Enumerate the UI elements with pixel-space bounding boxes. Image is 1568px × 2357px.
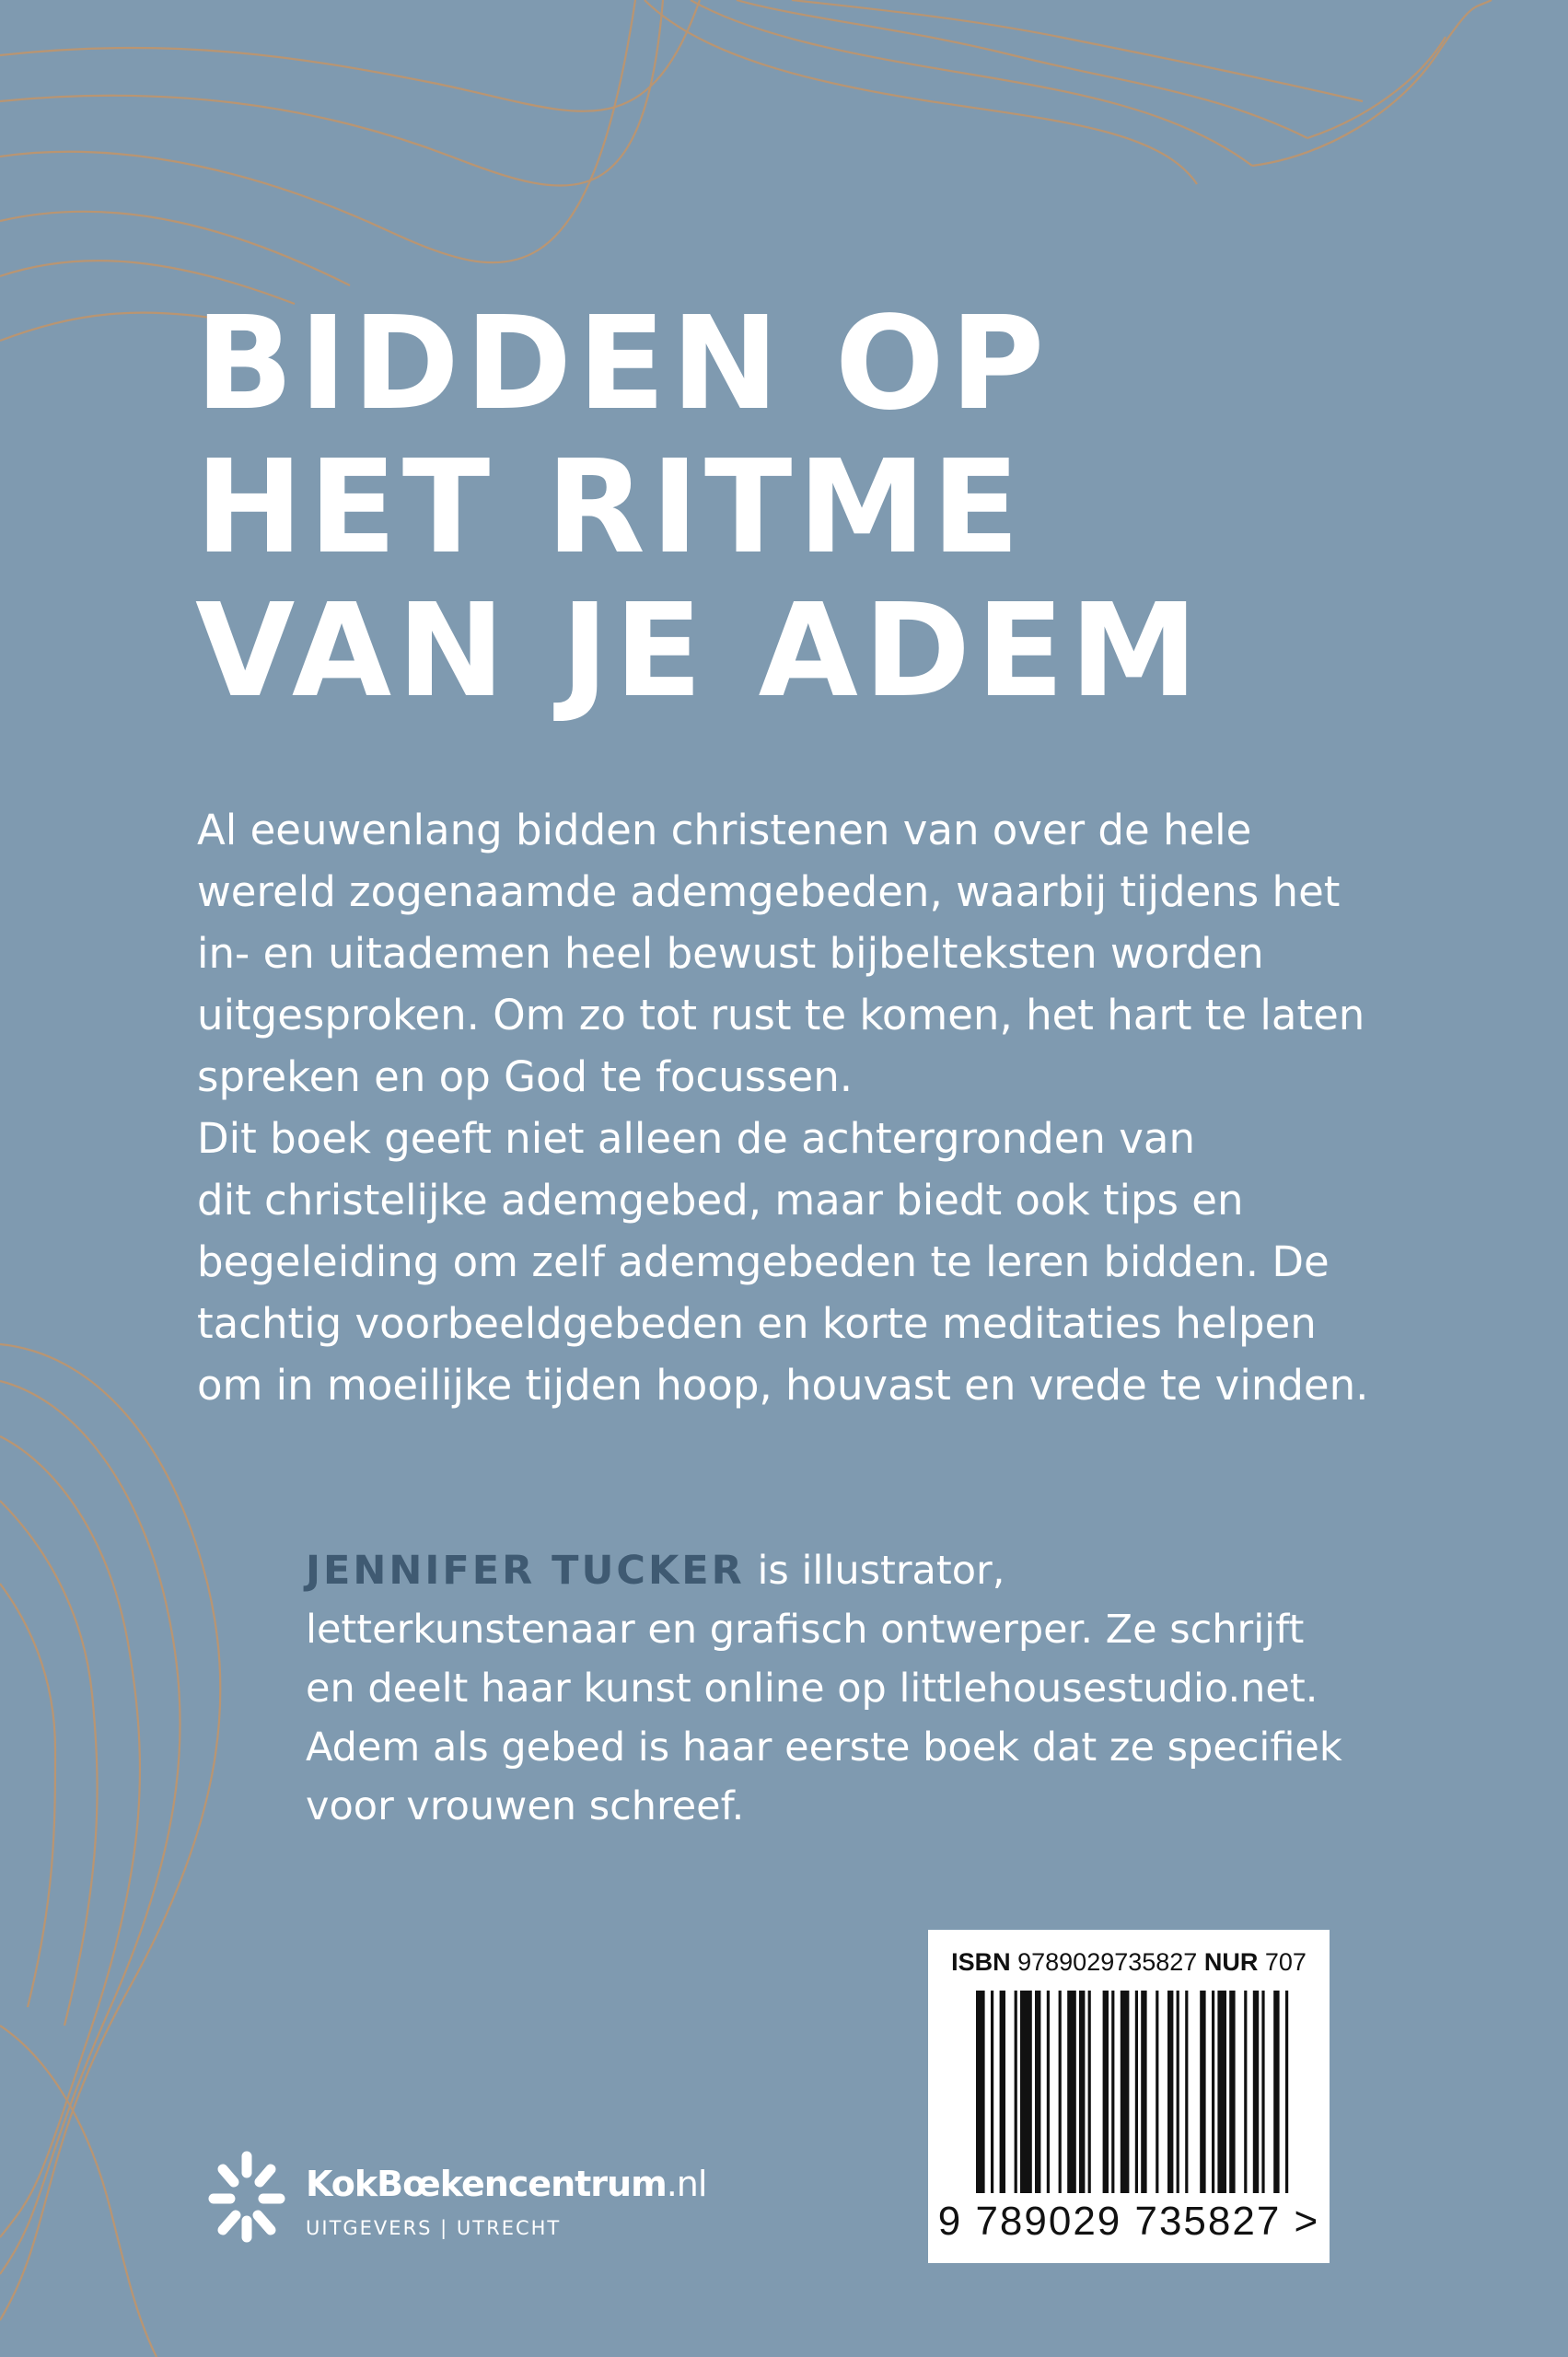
author-bio xyxy=(306,1541,1411,1836)
nur-number: 707 xyxy=(1264,1948,1307,1976)
bio-line: en deelt haar kunst online op littlehousestudio.net. xyxy=(306,1666,1318,1712)
description-line: dit christelijke ademgebed, maar biedt ook tips en xyxy=(197,1176,1244,1225)
barcode-bar xyxy=(1217,1991,1226,2193)
bio-text: is illustrator, xyxy=(744,1548,1005,1594)
barcode-bar xyxy=(1020,1991,1032,2193)
bio-line: voor vrouwen schreef. xyxy=(306,1783,745,1829)
title-line: HET RITME xyxy=(195,433,1026,583)
barcode-bar xyxy=(1167,1991,1173,2193)
star-burst-logo-icon xyxy=(201,2145,293,2256)
bio-line xyxy=(306,1541,1411,1600)
book-description xyxy=(197,799,1394,1416)
barcode-bar xyxy=(1212,1991,1214,2193)
title-line: VAN JE ADEM xyxy=(195,576,1204,726)
barcode-bar xyxy=(1141,1991,1146,2193)
book-title xyxy=(195,289,1300,726)
publisher-name xyxy=(306,2164,706,2204)
description-line: wereld zogenaamde ademgebeden, waarbij tijdens het xyxy=(197,867,1341,916)
title-line: BIDDEN OP xyxy=(195,289,1051,439)
author-name: JENNIFER TUCKER xyxy=(306,1548,745,1594)
publisher-subtitle: UITGEVERS | UTRECHT xyxy=(306,2217,562,2239)
publisher-name-text: KokBœkencentrum xyxy=(306,2164,667,2204)
barcode-bar xyxy=(1015,1991,1017,2193)
barcode-digits: 9 789029 735827 > xyxy=(937,2199,1320,2244)
description-line: begeleiding om zelf ademgebeden te leren bidden. De xyxy=(197,1237,1330,1286)
barcode-bars xyxy=(976,1991,1289,2193)
description-line: Al eeuwenlang bidden christenen van over de hele xyxy=(197,806,1252,854)
barcode-bar xyxy=(1229,1991,1235,2193)
barcode-bar xyxy=(991,1991,993,2193)
barcode-bar xyxy=(1177,1991,1179,2193)
barcode-bar xyxy=(1285,1991,1288,2193)
barcode-bar xyxy=(1067,1991,1076,2193)
nur-label: NUR xyxy=(1203,1948,1259,1976)
barcode-bar xyxy=(1273,1991,1279,2193)
publisher-tld: .nl xyxy=(666,2164,707,2204)
isbn-number: 9789029735827 xyxy=(1017,1948,1198,1976)
barcode-bar xyxy=(1000,1991,1005,2193)
isbn-barcode xyxy=(928,1930,1330,2263)
barcode-bar xyxy=(1135,1991,1138,2193)
barcode-bar xyxy=(1111,1991,1114,2193)
description-line: om in moeilijke tijden hoop, houvast en vrede te vinden. xyxy=(197,1361,1369,1410)
barcode-bar xyxy=(1261,1991,1264,2193)
barcode-bar xyxy=(976,1991,985,2193)
description-line: spreken en op God te focussen. xyxy=(197,1052,854,1101)
isbn-label: ISBN xyxy=(951,1948,1011,1976)
barcode-bar xyxy=(1059,1991,1062,2193)
description-line: Dit boek geeft niet alleen de achtergronden van xyxy=(197,1114,1195,1163)
barcode-bar xyxy=(1035,1991,1040,2193)
barcode-bar xyxy=(1047,1991,1050,2193)
barcode-bar xyxy=(1088,1991,1091,2193)
isbn-line xyxy=(928,1948,1330,1977)
bio-line: letterkunstenaar en grafisch ontwerper. Ze schrijft xyxy=(306,1607,1305,1653)
barcode-bar xyxy=(1103,1991,1109,2193)
barcode-bar xyxy=(1121,1991,1130,2193)
barcode-bar xyxy=(1244,1991,1247,2193)
barcode-bar xyxy=(1200,1991,1205,2193)
barcode-bar xyxy=(1253,1991,1259,2193)
publisher-logo xyxy=(201,2145,753,2256)
barcode-bar xyxy=(1185,1991,1188,2193)
description-line: uitgesproken. Om zo tot rust te komen, het hart te laten xyxy=(197,991,1365,1039)
bio-line: Adem als gebed is haar eerste boek dat ze specifiek xyxy=(306,1724,1342,1771)
description-line: tachtig voorbeeldgebeden en korte meditaties helpen xyxy=(197,1299,1317,1348)
barcode-bar xyxy=(1156,1991,1158,2193)
barcode-bar xyxy=(1079,1991,1085,2193)
description-line: in- en uitademen heel bewust bijbelteksten worden xyxy=(197,929,1264,978)
